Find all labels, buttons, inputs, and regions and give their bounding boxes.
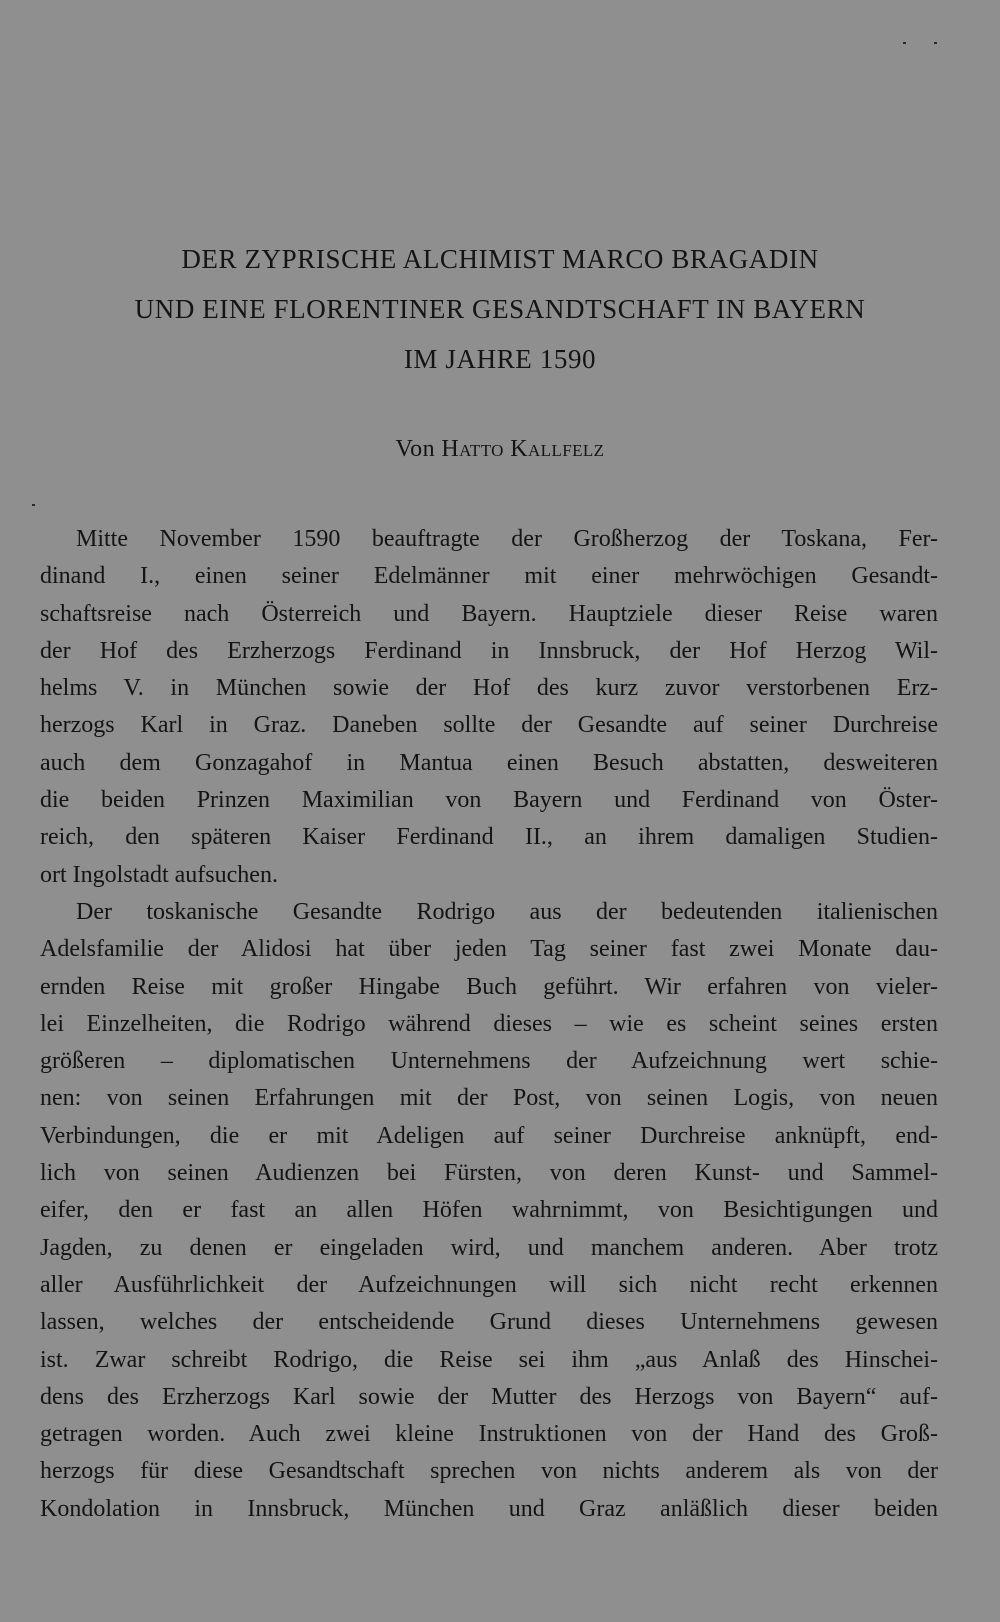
scan-speck (903, 42, 906, 44)
title-line-2: UND EINE FLORENTINER GESANDTSCHAFT IN BAYERN (134, 294, 866, 324)
text-line: lich von seinen Audienzen bei Fürsten, von deren Kunst- und Sammel- (40, 1160, 938, 1187)
text-line: ist. Zwar schreibt Rodrigo, die Reise sei ihm „aus Anlaß des Hinschei- (40, 1346, 938, 1373)
author-byline (40, 432, 960, 466)
text-line: lassen, welches der entscheidende Grund dieses Unternehmens gewesen (40, 1309, 938, 1336)
text-line: größeren – diplomatischen Unternehmens der Aufzeichnung wert schie- (40, 1048, 938, 1075)
text-line: lei Einzelheiten, die Rodrigo während dieses – wie es scheint seines ersten (40, 1010, 938, 1037)
text-line: Verbindungen, die er mit Adeligen auf seiner Durchreise anknüpft, end- (40, 1122, 938, 1149)
text-line: auch dem Gonzagahof in Mantua einen Besuch abstatten, desweiteren (40, 749, 938, 776)
article-body (40, 521, 938, 1528)
paragraph-1 (40, 521, 938, 894)
text-line: Der toskanische Gesandte Rodrigo aus der bedeutenden italienischen (76, 898, 938, 925)
scan-speck (32, 504, 35, 506)
text-line: getragen worden. Auch zwei kleine Instruktionen von der Hand des Groß- (40, 1421, 938, 1448)
author-prefix: Von (395, 436, 435, 462)
text-line: dinand I., einen seiner Edelmänner mit einer mehrwöchigen Gesandt- (40, 563, 938, 590)
text-line: Jagden, zu denen er eingeladen wird, und manchem anderen. Aber trotz (40, 1234, 938, 1261)
text-line: schaftsreise nach Österreich und Bayern. Hauptziele dieser Reise waren (40, 600, 938, 627)
text-line: dens des Erzherzogs Karl sowie der Mutter des Herzogs von Bayern“ auf- (40, 1383, 938, 1410)
text-line: aller Ausführlichkeit der Aufzeichnungen will sich nicht recht erkennen (40, 1271, 938, 1298)
text-line: eifer, den er fast an allen Höfen wahrnimmt, von Besichtigungen und (40, 1197, 938, 1224)
text-line: Adelsfamilie der Alidosi hat über jeden Tag seiner fast zwei Monate dau- (40, 936, 938, 963)
text-line: herzogs für diese Gesandtschaft sprechen von nichts anderem als von der (40, 1458, 938, 1485)
article-title (40, 234, 960, 384)
text-line: Mitte November 1590 beauftragte der Großherzog der Toskana, Fer- (76, 526, 938, 552)
paragraph-2 (40, 894, 938, 1528)
text-line: reich, den späteren Kaiser Ferdinand II., an ihrem damaligen Studien- (40, 824, 938, 851)
scan-speck (934, 42, 937, 44)
text-line: der Hof des Erzherzogs Ferdinand in Innsbruck, der Hof Herzog Wil- (40, 637, 938, 664)
text-line: herzogs Karl in Graz. Daneben sollte der Gesandte auf seiner Durchreise (40, 712, 938, 739)
title-line-1: DER ZYPRISCHE ALCHIMIST MARCO BRAGADIN (181, 244, 819, 274)
title-line-3: IM JAHRE 1590 (403, 344, 597, 374)
text-line: Kondolation in Innsbruck, München und Graz anläßlich dieser beiden (40, 1495, 938, 1522)
text-line: nen: von seinen Erfahrungen mit der Post, von seinen Logis, von neuen (40, 1085, 938, 1112)
text-line: ernden Reise mit großer Hingabe Buch geführt. Wir erfahren von vieler- (40, 973, 938, 1000)
author-name: Hatto Kallfelz (441, 436, 605, 462)
text-line: die beiden Prinzen Maximilian von Bayern und Ferdinand von Öster- (40, 787, 938, 814)
text-line: helms V. in München sowie der Hof des kurz zuvor verstorbenen Erz- (40, 675, 938, 702)
text-line: ort Ingolstadt aufsuchen. (40, 861, 278, 888)
